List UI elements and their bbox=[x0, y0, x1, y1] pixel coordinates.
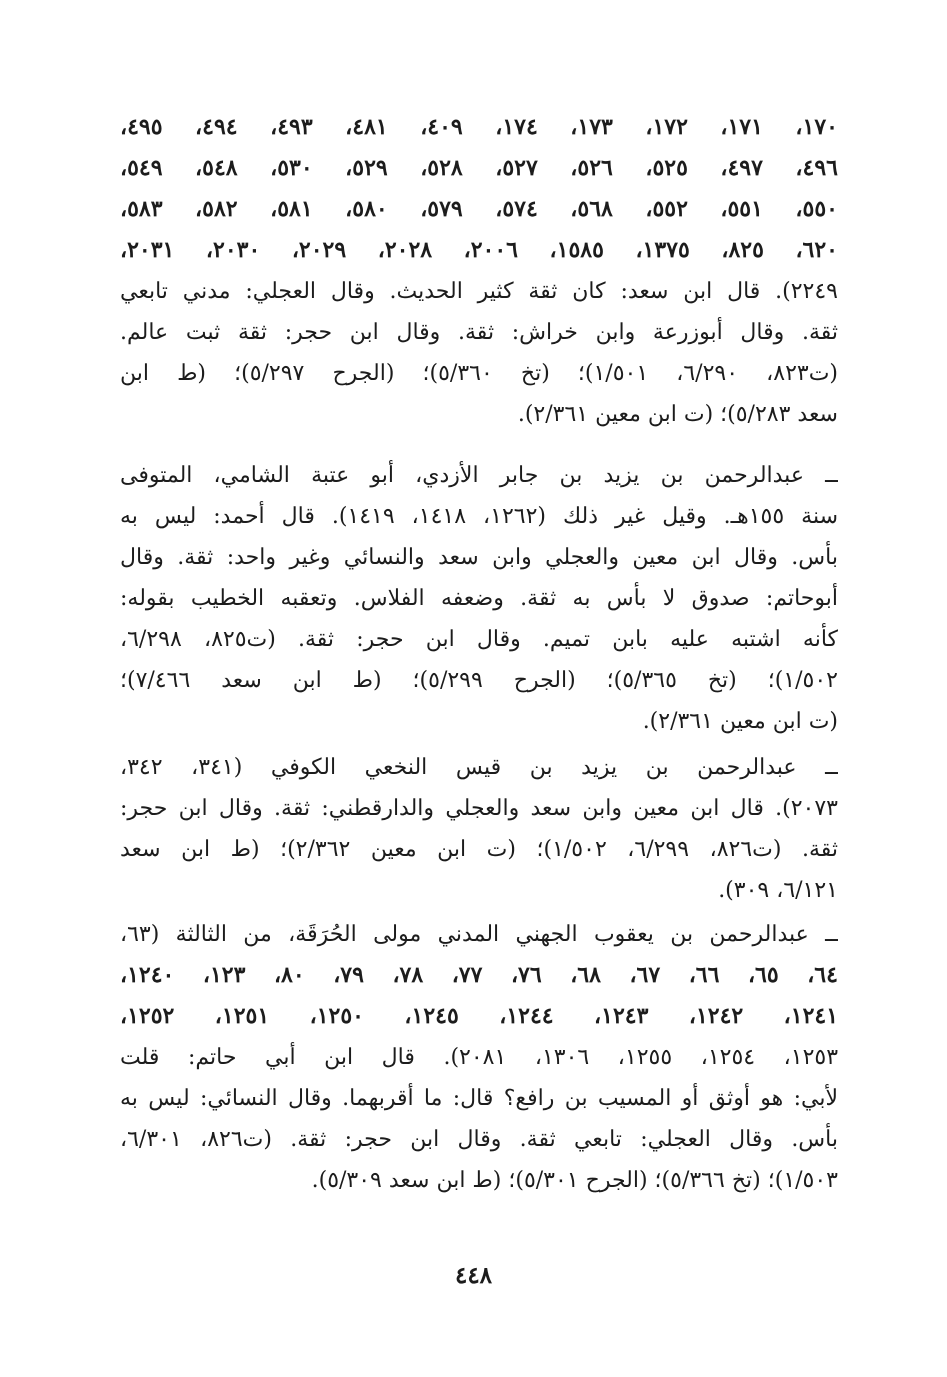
text-line: ٦٢٠، ٨٢٥، ١٣٧٥، ١٥٨٥، ٢٠٠٦، ٢٠٢٨، ٢٠٢٩، ٢٠٣٠، ٢٠٣١، bbox=[120, 237, 838, 263]
text-line: ٢٢٤٩). قال ابن سعد: كان ثقة كثير الحديث. وقال العجلي: مدني تابعي bbox=[120, 279, 838, 304]
text-line: كأنه اشتبه عليه بابن تميم. وقال ابن حجر: ثقة. (ت٨٢٥، ٦/٢٩٨، bbox=[120, 627, 838, 652]
text-line: ١٧٠، ١٧١، ١٧٢، ١٧٣، ١٧٤، ٤٠٩، ٤٨١، ٤٩٣، ٤٩٤، ٤٩٥، bbox=[120, 114, 838, 140]
text-line: ــ عبدالرحمن بن يزيد بن جابر الأزدي، أبو عتبة الشامي، المتوفى bbox=[120, 463, 838, 488]
paragraph-gap bbox=[120, 435, 838, 455]
text-line: ٢٠٧٣). قال ابن معين وابن سعد والعجلي والدارقطني: ثقة. وقال ابن حجر: bbox=[120, 796, 838, 821]
paragraph-3 bbox=[120, 747, 838, 911]
text-line: ١/٥٠٢)؛ (تخ ٥/٣٦٥)؛ (الجرح ٥/٢٩٩)؛ (ط ابن سعد ٧/٤٦٦)؛ bbox=[120, 668, 838, 693]
text-line: أبوحاتم: صدوق لا بأس به ثقة. وضعفه الفلاس. وتعقبه الخطيب بقوله: bbox=[120, 586, 838, 611]
text-line: ــ عبدالرحمن بن يزيد بن قيس النخعي الكوفي (٣٤١، ٣٤٢، bbox=[120, 755, 838, 780]
text-line: ٦/١٢١، ٣٠٩). bbox=[718, 878, 838, 903]
page-body bbox=[120, 107, 838, 1201]
text-line: ١٢٤١، ١٢٤٢، ١٢٤٣، ١٢٤٤، ١٢٤٥، ١٢٥٠، ١٢٥١، ١٢٥٢، bbox=[120, 1003, 838, 1029]
paragraph-4 bbox=[120, 914, 838, 1201]
text-line: سعد ٥/٢٨٣)؛ (ت ابن معين ٢/٣٦١). bbox=[517, 402, 838, 427]
text-line: ٦٤، ٦٥، ٦٦، ٦٧، ٦٨، ٧٦، ٧٧، ٧٨، ٧٩، ٨٠، ١٢٣، ١٢٤٠، bbox=[120, 962, 838, 988]
paragraph-2 bbox=[120, 455, 838, 742]
page-number: ٤٤٨ bbox=[454, 1262, 493, 1289]
text-line: بأس. وقال ابن معين والعجلي وابن سعد والنسائي وغير واحد: ثقة. وقال bbox=[120, 545, 838, 570]
text-line: ثقة. (ت٨٢٦، ٦/٢٩٩، ١/٥٠٢)؛ (ت ابن معين ٢/٣٦٢)؛ (ط ابن سعد bbox=[120, 837, 838, 862]
text-line: ١٢٥٣، ١٢٥٤، ١٢٥٥، ١٣٠٦، ٢٠٨١). قال ابن أبي حاتم: قلت bbox=[120, 1045, 838, 1070]
text-line: ٥٥٠، ٥٥١، ٥٥٢، ٥٦٨، ٥٧٤، ٥٧٩، ٥٨٠، ٥٨١، ٥٨٢، ٥٨٣، bbox=[120, 196, 838, 222]
text-line: ٤٩٦، ٤٩٧، ٥٢٥، ٥٢٦، ٥٢٧، ٥٢٨، ٥٢٩، ٥٣٠، ٥٤٨، ٥٤٩، bbox=[120, 155, 838, 181]
text-line: سنة ١٥٥هـ. وقيل غير ذلك (١٢٦٢، ١٤١٨، ١٤١٩). قال أحمد: ليس به bbox=[120, 504, 838, 529]
text-line: (ت٨٢٣، ٦/٢٩٠، ١/٥٠١)؛ (تخ ٥/٣٦٠)؛ (الجرح ٥/٢٩٧)؛ (ط ابن bbox=[120, 361, 838, 386]
text-line: ــ عبدالرحمن بن يعقوب الجهني المدني مولى الحُرَقَة، من الثالثة (٦٣، bbox=[120, 922, 838, 947]
text-line: ١/٥٠٣)؛ (تخ ٥/٣٦٦)؛ (الجرح ٥/٣٠١)؛ (ط ابن سعد ٥/٣٠٩). bbox=[311, 1168, 838, 1193]
paragraph-1 bbox=[120, 107, 838, 435]
text-line: ثقة. وقال أبوزرعة وابن خراش: ثقة. وقال ابن حجر: ثقة ثبت عالم. bbox=[120, 320, 838, 345]
text-line: لأبي: هو أوثق أو المسيب بن رافع؟ قال: ما أقربهما. وقال النسائي: ليس به bbox=[120, 1086, 838, 1111]
text-line: بأس. وقال العجلي: تابعي ثقة. وقال ابن حجر: ثقة. (ت٨٢٦، ٦/٣٠١، bbox=[120, 1127, 838, 1152]
text-line: (ت ابن معين ٢/٣٦١). bbox=[642, 709, 838, 734]
